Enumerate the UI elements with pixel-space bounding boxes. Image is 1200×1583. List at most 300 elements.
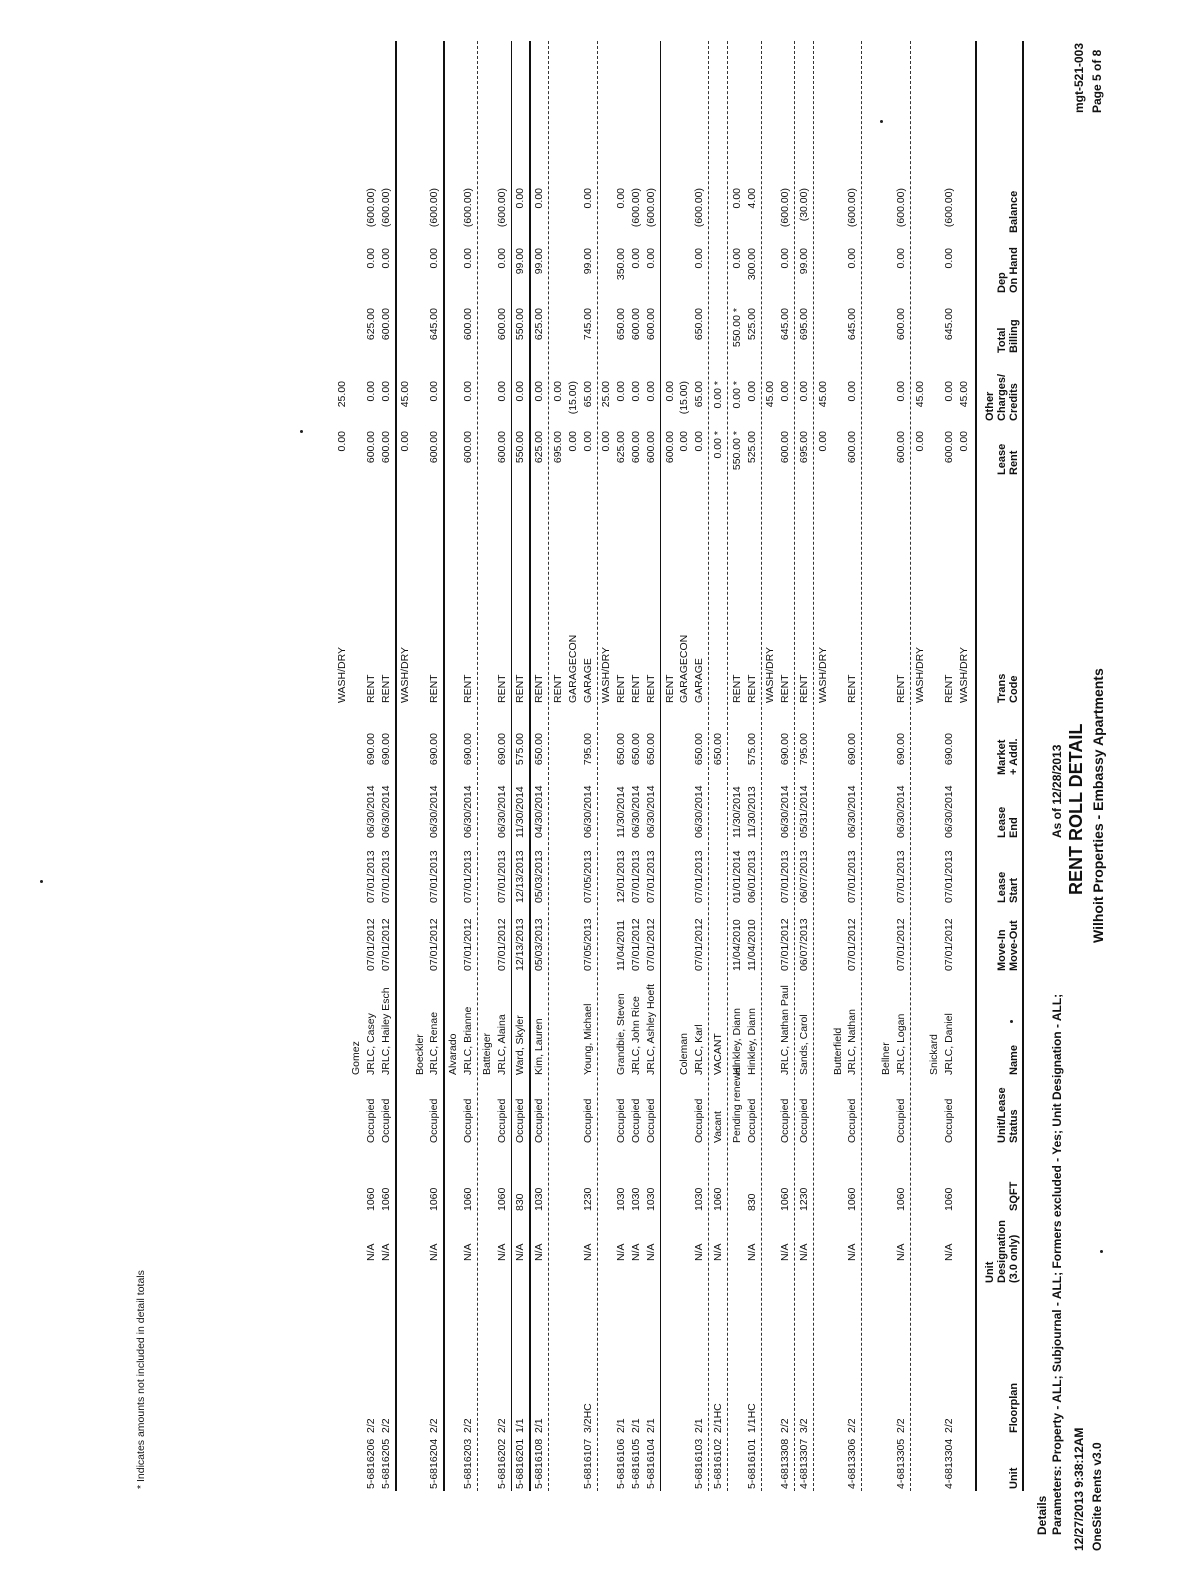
- cell-fp: 1/1HC: [745, 1403, 758, 1433]
- cell-le: 06/30/2014: [581, 785, 594, 838]
- col-header-designation: Designation: [996, 1220, 1008, 1283]
- cell-dep: 0.00: [894, 248, 907, 269]
- cell-trans: WASH/DRY: [764, 646, 777, 703]
- col-header-lease-end: End: [1008, 817, 1020, 838]
- cell-rent: 600.00: [428, 431, 441, 464]
- cell-name: Kim, Lauren: [533, 1018, 546, 1075]
- cell-total: 645.00: [779, 308, 792, 341]
- cell-rent: 0.00: [398, 431, 411, 452]
- cell-des: N/A: [495, 1243, 508, 1261]
- cell-ls: 06/01/2013: [745, 850, 758, 903]
- cell-other: 45.00: [764, 381, 777, 408]
- col-header-floorplan: Floorplan: [1008, 1382, 1020, 1433]
- cell-rent: 625.00: [615, 431, 628, 464]
- cell-status: Occupied: [745, 1098, 758, 1143]
- cell-le: 06/30/2014: [630, 785, 642, 838]
- cell-rent: 600.00: [380, 431, 392, 464]
- cell-bal: (600.00): [779, 188, 792, 228]
- cell-name: Hinkley, Diann: [745, 1008, 758, 1075]
- cell-trans: RENT: [630, 674, 642, 703]
- cell-des: N/A: [533, 1243, 546, 1261]
- cell-mi: 07/01/2012: [630, 918, 642, 971]
- row-separator: [511, 41, 513, 1491]
- col-header-status: Status: [1008, 1109, 1020, 1143]
- cell-dep: 0.00: [365, 248, 378, 269]
- cell-rent: 0.00: [335, 431, 348, 452]
- page-number: Page 5 of 8: [1090, 49, 1104, 113]
- cell-des: N/A: [380, 1243, 392, 1261]
- cell-bal: (600.00): [365, 188, 378, 228]
- cell-name: Ward, Skyler: [514, 1015, 527, 1075]
- report-title: RENT ROLL DETAIL: [1066, 723, 1086, 895]
- cell-trans: RENT: [380, 674, 392, 703]
- footnote: * Indicates amounts not included in detail totals: [135, 1270, 147, 1489]
- cell-name: JRLC, Brianne: [462, 1006, 474, 1075]
- cell-trans: GARAGE: [693, 658, 706, 703]
- cell-ls: 06/07/2013: [798, 850, 810, 903]
- col-header-market: Market: [996, 739, 1008, 775]
- cell-dep: 99.00: [798, 248, 810, 275]
- cell-trans: WASH/DRY: [398, 646, 411, 703]
- cell-bal: 4.00: [745, 188, 758, 209]
- cell-fp: 2/2: [380, 1418, 392, 1433]
- col-header-lease-start: Lease: [996, 871, 1008, 903]
- cell-dep: 99.00: [514, 248, 527, 275]
- col-header-move: Move-Out: [1008, 920, 1020, 971]
- cell-other: 0.00: [495, 381, 508, 402]
- cell-sqft: 1030: [644, 1187, 657, 1211]
- col-header-dep: On Hand: [1008, 247, 1020, 293]
- cell-other: 45.00: [958, 381, 970, 408]
- cell-rent: 550.00: [514, 431, 527, 464]
- cell-dep: 99.00: [533, 248, 546, 275]
- cell-mi: 12/13/2013: [514, 918, 527, 971]
- cell-mkt: 650.00: [630, 733, 642, 766]
- cell-rent: 0.00: [566, 431, 579, 452]
- col-header-dep: Dep: [996, 272, 1008, 293]
- parameters-line: Parameters: Property - ALL; Subjournal - ALL; Formers excluded - Yes; Unit Designation - ALL;: [1050, 993, 1064, 1535]
- cell-total: 550.00 *: [730, 308, 743, 348]
- cell-mi: 07/01/2012: [693, 918, 706, 971]
- col-header-other: Charges/: [996, 373, 1008, 421]
- cell-des: N/A: [630, 1243, 642, 1261]
- cell-trans: WASH/DRY: [913, 646, 926, 703]
- row-separator: [443, 41, 445, 1491]
- row-separator: [395, 41, 397, 1491]
- as-of-date: As of 12/28/2013: [1050, 744, 1064, 838]
- row-separator: [861, 41, 862, 1491]
- row-separator: [477, 41, 478, 1491]
- cell-rent: 0.00: [693, 431, 706, 452]
- cell-mkt: 690.00: [943, 733, 956, 766]
- cell-other: 0.00: [462, 381, 474, 402]
- cell-le: 06/30/2014: [894, 785, 907, 838]
- cell-le: 06/30/2014: [779, 785, 792, 838]
- cell-unit: 4-6813304: [943, 1438, 956, 1489]
- cell-le: 06/30/2014: [693, 785, 706, 838]
- row-separator: [910, 41, 911, 1491]
- cell-other: 0.00 *: [712, 381, 724, 409]
- cell-le: 06/30/2014: [846, 785, 859, 838]
- cell-mi: 07/01/2012: [644, 918, 657, 971]
- cell-total: 600.00: [630, 308, 642, 341]
- cell-sqft: 1060: [428, 1187, 441, 1211]
- col-header-name: Name: [1008, 1045, 1020, 1075]
- cell-rent: 600.00: [779, 431, 792, 464]
- cell-total: 525.00: [745, 308, 758, 341]
- cell-sqft: 1060: [943, 1187, 956, 1211]
- cell-bal: (600.00): [693, 188, 706, 228]
- cell-status: Occupied: [644, 1098, 657, 1143]
- cell-ls: 07/01/2013: [380, 850, 392, 903]
- cell-dep: 0.00: [495, 248, 508, 269]
- cell-ls: 07/01/2013: [779, 850, 792, 903]
- cell-mi: 11/04/2010: [745, 919, 758, 971]
- cell-bal: (600.00): [380, 188, 392, 228]
- cell-le: 06/30/2014: [428, 785, 441, 838]
- cell-unit: 5-6816203: [462, 1438, 474, 1489]
- cell-mi: 07/05/2013: [581, 918, 594, 971]
- cell-rent: 600.00: [894, 431, 907, 464]
- cell-rent: 600.00: [943, 431, 956, 464]
- cell-name: JRLC, Alaina: [495, 1014, 508, 1075]
- cell-rent: 695.00: [798, 431, 810, 464]
- cell-status: Occupied: [428, 1098, 441, 1143]
- cell-sqft: 1060: [894, 1187, 907, 1211]
- cell-other: 45.00: [816, 381, 829, 408]
- cell-unit: 5-6816101: [745, 1438, 758, 1489]
- cell-name: Grandbie, Steven: [615, 993, 628, 1075]
- cell-ls: 07/01/2013: [943, 850, 956, 903]
- cell-other: 0.00: [552, 381, 564, 402]
- cell-mkt: 690.00: [779, 733, 792, 766]
- cell-le: 06/30/2014: [943, 785, 956, 838]
- cell-trans: RENT: [533, 674, 546, 703]
- cell-status: Vacant: [712, 1111, 724, 1143]
- cell-rent: 0.00: [600, 431, 613, 452]
- cell-des: N/A: [712, 1243, 724, 1261]
- cell-trans: RENT: [514, 674, 527, 703]
- cell-trans: WASH/DRY: [958, 646, 970, 703]
- cell-bal: (600.00): [644, 188, 657, 228]
- cell-bal: 0.00: [581, 188, 594, 209]
- cell-rent: 695.00: [552, 431, 564, 464]
- cell-ls: 07/01/2013: [365, 850, 378, 903]
- cell-trans: RENT: [894, 674, 907, 703]
- cell-rent: 0.00: [678, 431, 691, 452]
- cell-unit: 5-6816204: [428, 1438, 441, 1489]
- cell-bal: (600.00): [894, 188, 907, 228]
- cell-rent: 600.00: [365, 431, 378, 464]
- cell-total: 650.00: [693, 308, 706, 341]
- cell-mkt: 650.00: [712, 733, 724, 766]
- cell-total: 600.00: [495, 308, 508, 341]
- row-separator: [727, 41, 728, 1491]
- cell-trans: RENT: [495, 674, 508, 703]
- cell-mkt: 650.00: [693, 733, 706, 766]
- cell-name: JRLC, Daniel: [943, 1013, 956, 1075]
- col-header-total: Billing: [1008, 319, 1020, 353]
- cell-mi: 07/01/2012: [428, 918, 441, 971]
- cell-name: Alvarado: [447, 1033, 460, 1075]
- cell-des: N/A: [615, 1243, 628, 1261]
- cell-other: 65.00: [693, 381, 706, 408]
- cell-unit: 5-6816107: [581, 1438, 594, 1489]
- cell-le: 05/31/2014: [798, 785, 810, 838]
- cell-trans: WASH/DRY: [600, 646, 613, 703]
- col-header-lease-rent: Rent: [1008, 450, 1020, 475]
- cell-unit: 5-6816201: [514, 1438, 527, 1489]
- cell-total: 645.00: [846, 308, 859, 341]
- cell-fp: 2/1: [615, 1418, 628, 1433]
- col-header-move: Move-In: [996, 929, 1008, 971]
- cell-status: Occupied: [533, 1098, 546, 1143]
- cell-trans: GARAGECON: [566, 634, 579, 703]
- cell-unit: 4-6813305: [894, 1438, 907, 1489]
- cell-other: 0.00: [663, 381, 676, 402]
- cell-name: Boeckler: [413, 1034, 426, 1075]
- cell-dep: 0.00: [846, 248, 859, 269]
- cell-rent: 0.00: [958, 431, 970, 452]
- cell-bal: (600.00): [943, 188, 956, 228]
- cell-trans: GARAGECON: [678, 634, 691, 703]
- cell-sqft: 1060: [779, 1187, 792, 1211]
- cell-des: N/A: [943, 1243, 956, 1261]
- cell-trans: RENT: [552, 674, 564, 703]
- cell-ls: 05/03/2013: [533, 850, 546, 903]
- col-header-trans: Code: [1008, 675, 1020, 703]
- cell-des: N/A: [514, 1243, 527, 1261]
- row-separator: [708, 41, 709, 1491]
- cell-dep: 300.00: [745, 248, 758, 281]
- cell-bal: 0.00: [730, 188, 743, 209]
- cell-fp: 2/1: [644, 1418, 657, 1433]
- cell-fp: 2/2: [846, 1418, 859, 1433]
- cell-status: Occupied: [798, 1098, 810, 1143]
- cell-le: 06/30/2014: [495, 785, 508, 838]
- cell-le: 06/30/2014: [365, 785, 378, 838]
- cell-mkt: 795.00: [581, 733, 594, 766]
- cell-trans: RENT: [798, 674, 810, 703]
- cell-mi: 07/01/2012: [779, 918, 792, 971]
- cell-des: N/A: [779, 1243, 792, 1261]
- col-header-status: Unit/Lease: [996, 1087, 1008, 1143]
- cell-ls: 07/01/2013: [644, 850, 657, 903]
- company-name: Wilhoit Properties - Embassy Apartments: [1090, 668, 1106, 943]
- cell-trans: RENT: [846, 674, 859, 703]
- cell-mkt: 795.00: [798, 733, 810, 766]
- cell-le: 06/30/2014: [462, 785, 474, 838]
- cell-rent: 550.00 *: [730, 431, 743, 471]
- cell-name: Hinkley, Diann: [730, 1008, 743, 1075]
- cell-trans: RENT: [663, 674, 676, 703]
- system-name: OneSite Rents v3.0: [1090, 1442, 1104, 1551]
- cell-sqft: 1060: [380, 1187, 392, 1211]
- cell-status: Occupied: [894, 1098, 907, 1143]
- cell-total: 600.00: [380, 308, 392, 341]
- cell-trans: RENT: [779, 674, 792, 703]
- cell-name: JRLC, John Rice: [630, 996, 642, 1075]
- cell-fp: 2/1: [693, 1418, 706, 1433]
- col-header-total: Total: [996, 327, 1008, 353]
- col-header-balance: Balance: [1008, 190, 1020, 233]
- cell-rent: 600.00: [644, 431, 657, 464]
- cell-sqft: 830: [514, 1193, 527, 1211]
- row-separator: [660, 41, 662, 1491]
- cell-mkt: 575.00: [514, 733, 527, 766]
- cell-name: Coleman: [678, 1032, 691, 1075]
- row-separator: [813, 41, 814, 1491]
- cell-total: 695.00: [798, 308, 810, 341]
- cell-trans: WASH/DRY: [335, 646, 348, 703]
- cell-other: (15.00): [566, 381, 579, 415]
- cell-sqft: 1060: [495, 1187, 508, 1211]
- cell-des: N/A: [693, 1243, 706, 1261]
- cell-status: Occupied: [630, 1098, 642, 1143]
- cell-rent: 600.00: [462, 431, 474, 464]
- cell-bal: (600.00): [495, 188, 508, 228]
- header-bottom-rule: [975, 41, 977, 1491]
- cell-status: Occupied: [693, 1098, 706, 1143]
- cell-fp: 2/2: [365, 1418, 378, 1433]
- cell-des: N/A: [745, 1243, 758, 1261]
- scan-speck: [40, 880, 43, 883]
- cell-sqft: 1030: [533, 1187, 546, 1211]
- cell-name: VACANT: [712, 1033, 724, 1075]
- cell-other: 0.00: [846, 381, 859, 402]
- col-header-unit: Unit: [1008, 1467, 1020, 1489]
- cell-trans: RENT: [365, 674, 378, 703]
- cell-status: Occupied: [380, 1098, 392, 1143]
- cell-fp: 2/1HC: [712, 1403, 724, 1433]
- cell-total: 600.00: [462, 308, 474, 341]
- cell-rent: 0.00: [816, 431, 829, 452]
- cell-mi: 05/03/2013: [533, 918, 546, 971]
- cell-bal: 0.00: [533, 188, 546, 209]
- cell-fp: 2/1: [630, 1418, 642, 1433]
- cell-other: 0.00: [428, 381, 441, 402]
- cell-sqft: 830: [745, 1193, 758, 1211]
- cell-mkt: 650.00: [533, 733, 546, 766]
- cell-sqft: 1060: [846, 1187, 859, 1211]
- header-top-rule: [1022, 41, 1024, 1491]
- cell-unit: 5-6816104: [644, 1438, 657, 1489]
- cell-fp: 2/2: [462, 1418, 474, 1433]
- cell-rent: 600.00: [495, 431, 508, 464]
- cell-other: 25.00: [600, 381, 613, 408]
- cell-dep: 0.00: [644, 248, 657, 269]
- cell-sqft: 1230: [581, 1187, 594, 1211]
- cell-bal: (600.00): [462, 188, 474, 228]
- cell-other: 0.00: [365, 381, 378, 402]
- cell-other: 0.00: [644, 381, 657, 402]
- cell-bal: (600.00): [630, 188, 642, 228]
- cell-rent: 0.00 *: [712, 431, 724, 459]
- cell-name: Bellner: [880, 1042, 892, 1075]
- cell-total: 645.00: [428, 308, 441, 341]
- cell-trans: GARAGE: [581, 658, 594, 703]
- cell-dep: 0.00: [693, 248, 706, 269]
- scan-speck: [1100, 1250, 1103, 1253]
- cell-dep: 0.00: [630, 248, 642, 269]
- cell-dep: 0.00: [380, 248, 392, 269]
- cell-total: 600.00: [894, 308, 907, 341]
- cell-des: N/A: [846, 1243, 859, 1261]
- cell-fp: 2/2: [894, 1418, 907, 1433]
- cell-name: JRLC, Nathan Paul: [779, 985, 792, 1075]
- col-header-trans: Trans: [996, 673, 1008, 703]
- cell-status: Occupied: [495, 1098, 508, 1143]
- cell-des: N/A: [644, 1243, 657, 1261]
- col-header-designation: (3.0 only): [1008, 1234, 1020, 1283]
- cell-rent: 525.00: [745, 431, 758, 464]
- cell-other: 0.00: [745, 381, 758, 402]
- cell-bal: 0.00: [514, 188, 527, 209]
- cell-trans: RENT: [730, 674, 743, 703]
- cell-trans: RENT: [644, 674, 657, 703]
- cell-unit: 5-6816206: [365, 1438, 378, 1489]
- cell-sqft: 1060: [712, 1187, 724, 1211]
- cell-mi: 07/01/2012: [365, 918, 378, 971]
- cell-total: 650.00: [615, 308, 628, 341]
- cell-sqft: 1030: [615, 1187, 628, 1211]
- cell-le: 11/30/2014: [615, 786, 628, 838]
- cell-fp: 2/2: [495, 1418, 508, 1433]
- cell-ls: 07/01/2013: [428, 850, 441, 903]
- cell-dep: 0.00: [779, 248, 792, 269]
- cell-mi: 07/01/2012: [943, 918, 956, 971]
- cell-rent: 600.00: [630, 431, 642, 464]
- cell-des: N/A: [894, 1243, 907, 1261]
- cell-mi: 07/01/2012: [380, 918, 392, 971]
- cell-status: Occupied: [514, 1098, 527, 1143]
- cell-name: Butterfield: [831, 1027, 844, 1075]
- cell-des: N/A: [428, 1243, 441, 1261]
- cell-ls: 12/13/2013: [514, 850, 527, 903]
- cell-unit: 5-6816105: [630, 1438, 642, 1489]
- cell-total: 600.00: [644, 308, 657, 341]
- cell-mi: 06/07/2013: [798, 918, 810, 971]
- cell-rent: 600.00: [846, 431, 859, 464]
- cell-ls: 07/05/2013: [581, 850, 594, 903]
- cell-name: Batteiger: [480, 1032, 493, 1075]
- col-header-lease-end: Lease: [996, 806, 1008, 838]
- cell-fp: 1/1: [514, 1418, 527, 1433]
- cell-le: 06/30/2014: [380, 785, 392, 838]
- cell-name: JRLC, Karl: [693, 1024, 706, 1075]
- cell-unit: 4-6813308: [779, 1438, 792, 1489]
- cell-unit: 4-6813307: [798, 1438, 810, 1489]
- cell-bal: 0.00: [615, 188, 628, 209]
- scan-speck: [880, 120, 883, 123]
- cell-other: 65.00: [581, 381, 594, 408]
- cell-ls: 07/01/2013: [495, 850, 508, 903]
- cell-total: 745.00: [581, 308, 594, 341]
- cell-status: Occupied: [462, 1098, 474, 1143]
- cell-unit: 5-6816205: [380, 1438, 392, 1489]
- cell-le: 11/30/2014: [730, 786, 743, 838]
- cell-mkt: 690.00: [365, 733, 378, 766]
- cell-other: 0.00: [514, 381, 527, 402]
- cell-other: 0.00: [630, 381, 642, 402]
- cell-ls: 01/01/2014: [730, 850, 743, 903]
- cell-des: N/A: [462, 1243, 474, 1261]
- cell-mi: 07/01/2012: [894, 918, 907, 971]
- cell-other: 0.00: [615, 381, 628, 402]
- cell-mkt: 690.00: [380, 733, 392, 766]
- cell-other: 45.00: [913, 381, 926, 408]
- cell-total: 550.00: [514, 308, 527, 341]
